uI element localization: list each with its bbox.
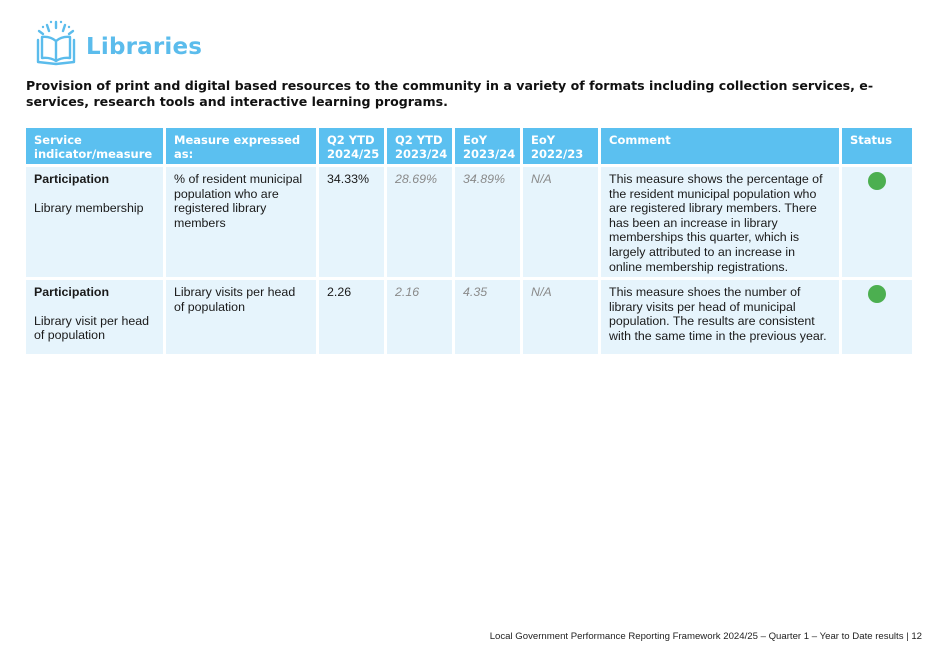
q2-ytd-2324-cell: 2.16 <box>387 280 452 354</box>
col-header-comment: Comment <box>601 128 839 164</box>
page-footer: Local Government Performance Reporting Framework 2024/25 – Quarter 1 – Year to Date results | 12 <box>489 631 922 642</box>
eoy-2324-cell: 4.35 <box>455 280 520 354</box>
table-row <box>26 167 912 277</box>
page-header <box>30 18 202 70</box>
col-header-q2-ytd-2324: Q2 YTD 2023/24 <box>387 128 452 164</box>
page-title: Libraries <box>86 34 203 60</box>
col-header-expressed: Measure expressed as: <box>166 128 316 164</box>
indicator-cell <box>26 167 163 277</box>
status-cell <box>842 167 912 277</box>
col-header-eoy-2324: EoY 2023/24 <box>455 128 520 164</box>
expressed-cell: % of resident municipal population who are registered library members <box>166 167 316 277</box>
indicator-category: Participation <box>34 172 110 186</box>
status-indicator-icon <box>868 285 886 303</box>
status-indicator-icon <box>868 172 886 190</box>
table-row <box>26 280 912 354</box>
eoy-2324-cell: 34.89% <box>455 167 520 277</box>
eoy-2223-cell: N/A <box>523 280 598 354</box>
q2-ytd-2324-cell: 28.69% <box>387 167 452 277</box>
comment-cell: This measure shoes the number of library visits per head of municipal population. The results are consistent with the same time in the previous year. <box>601 280 839 354</box>
indicator-category: Participation <box>34 285 110 300</box>
indicator-cell <box>26 280 163 354</box>
col-header-indicator: Service indicator/measure <box>26 128 163 164</box>
status-cell <box>842 280 912 354</box>
table-header-row <box>26 128 912 164</box>
q2-ytd-2425-cell: 2.26 <box>319 280 384 354</box>
col-header-q2-ytd-2425: Q2 YTD 2024/25 <box>319 128 384 164</box>
section-description: Provision of print and digital based resources to the community in a variety of formats including collection services, e-services, research tools and interactive learning programs. <box>26 78 874 109</box>
col-header-eoy-2223: EoY 2022/23 <box>523 128 598 164</box>
q2-ytd-2425-cell: 34.33% <box>319 167 384 277</box>
open-book-icon <box>30 18 82 70</box>
indicator-name: Library membership <box>34 200 144 215</box>
comment-cell: This measure shows the percentage of the resident municipal population who are registered library members. There has been an increase in library memberships this quarter, which is largely attributed to an increase in online membership registrations. <box>601 167 839 277</box>
expressed-cell: Library visits per head of population <box>166 280 316 354</box>
eoy-2223-cell: N/A <box>523 167 598 277</box>
col-header-status: Status <box>842 128 912 164</box>
measures-table <box>23 125 915 357</box>
indicator-name: Library visit per head of population <box>34 313 150 343</box>
